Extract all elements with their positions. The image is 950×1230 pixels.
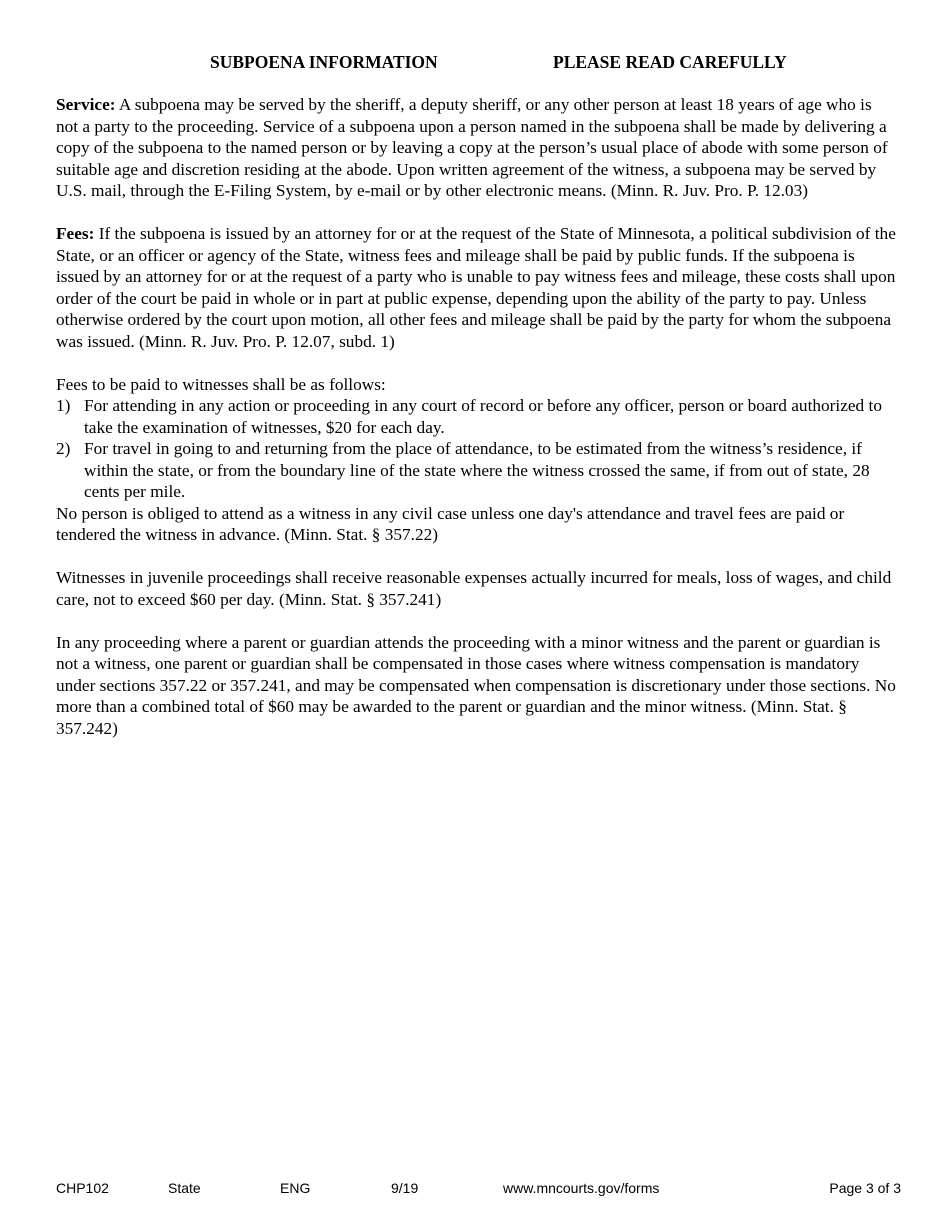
page-number: Page 3 of 3 [829,1180,901,1196]
list-item-text: For attending in any action or proceeding in any court of record or before any officer, person or board authorized to take the examination of witnesses, $20 for each day. [84,396,882,437]
fees-text: If the subpoena is issued by an attorney for or at the request of the State of Minnesota, a political subdivision of the State, or an officer or agency of the State, witness fees and mileage shall be paid by public funds. If the subpoena is issued by an attorney for or at the request of a party who is unable to pay witness fees and mileage, these costs shall upon order of the court be paid in whole or in part at public expense, depending upon the ability of the party to pay. Unless otherwise ordered by the court upon motion, all other fees and mileage shall be paid by the party for whom the subpoena was issued. (Minn. R. Juv. Pro. P. 12.07, subd. 1) [56,224,896,351]
form-language: ENG [280,1180,311,1196]
header-title: SUBPOENA INFORMATION [210,52,438,72]
form-jurisdiction: State [168,1180,201,1196]
fees-label: Fees: [56,224,95,243]
service-paragraph [56,94,896,202]
juvenile-paragraph: Witnesses in juvenile proceedings shall receive reasonable expenses actually incurred for meals, loss of wages, and child care, not to exceed $60 per day. (Minn. Stat. § 357.241) [56,568,892,609]
service-label: Service: [56,95,116,114]
form-code: CHP102 [56,1180,109,1196]
document-body [56,94,896,761]
service-text: A subpoena may be served by the sheriff, a deputy sheriff, or any other person at least 18 years of age who is not a party to the proceeding. Service of a subpoena upon a person named in the subpoena shall be made by delivering a copy of the subpoena to the named person or by leaving a copy at the person’s usual place of abode with some person of suitable age and discretion residing at the abode. Upon written agreement of the witness, a subpoena may be served by U.S. mail, through the E-Filing System, by e-mail or by other electronic means. (Minn. R. Juv. Pro. P. 12.03) [56,95,888,200]
page-footer [0,1180,950,1198]
fees-schedule-closing: No person is obliged to attend as a witness in any civil case unless one day's attendance and travel fees are paid or tendered the witness in advance. (Minn. Stat. § 357.22) [56,503,845,544]
form-date: 9/19 [391,1180,419,1196]
fees-paragraph [56,223,896,352]
fees-schedule [56,374,896,546]
forms-url: www.mncourts.gov/forms [503,1180,660,1196]
list-item-number: 1) [56,396,71,415]
list-item [56,438,896,503]
list-item-text: For travel in going to and returning from the place of attendance, to be estimated from the witness’s residence, if within the state, or from the boundary line of the state where the witness crossed the same, if from out of state, 28 cents per mile. [84,439,870,501]
page-header [0,52,950,76]
parent-guardian-paragraph: In any proceeding where a parent or guardian attends the proceeding with a minor witness and the parent or guardian is not a witness, one parent or guardian shall be compensated in those cases where witness compensation is mandatory under sections 357.22 or 357.241, and may be compensated when compensation is discretionary under those sections. No more than a combined total of $60 may be awarded to the parent or guardian and the minor witness. (Minn. Stat. § 357.242) [56,632,896,738]
list-item-number: 2) [56,439,71,458]
fees-schedule-intro: Fees to be paid to witnesses shall be as follows: [56,374,386,394]
header-notice: PLEASE READ CAREFULLY [553,52,787,72]
list-item [56,395,896,438]
